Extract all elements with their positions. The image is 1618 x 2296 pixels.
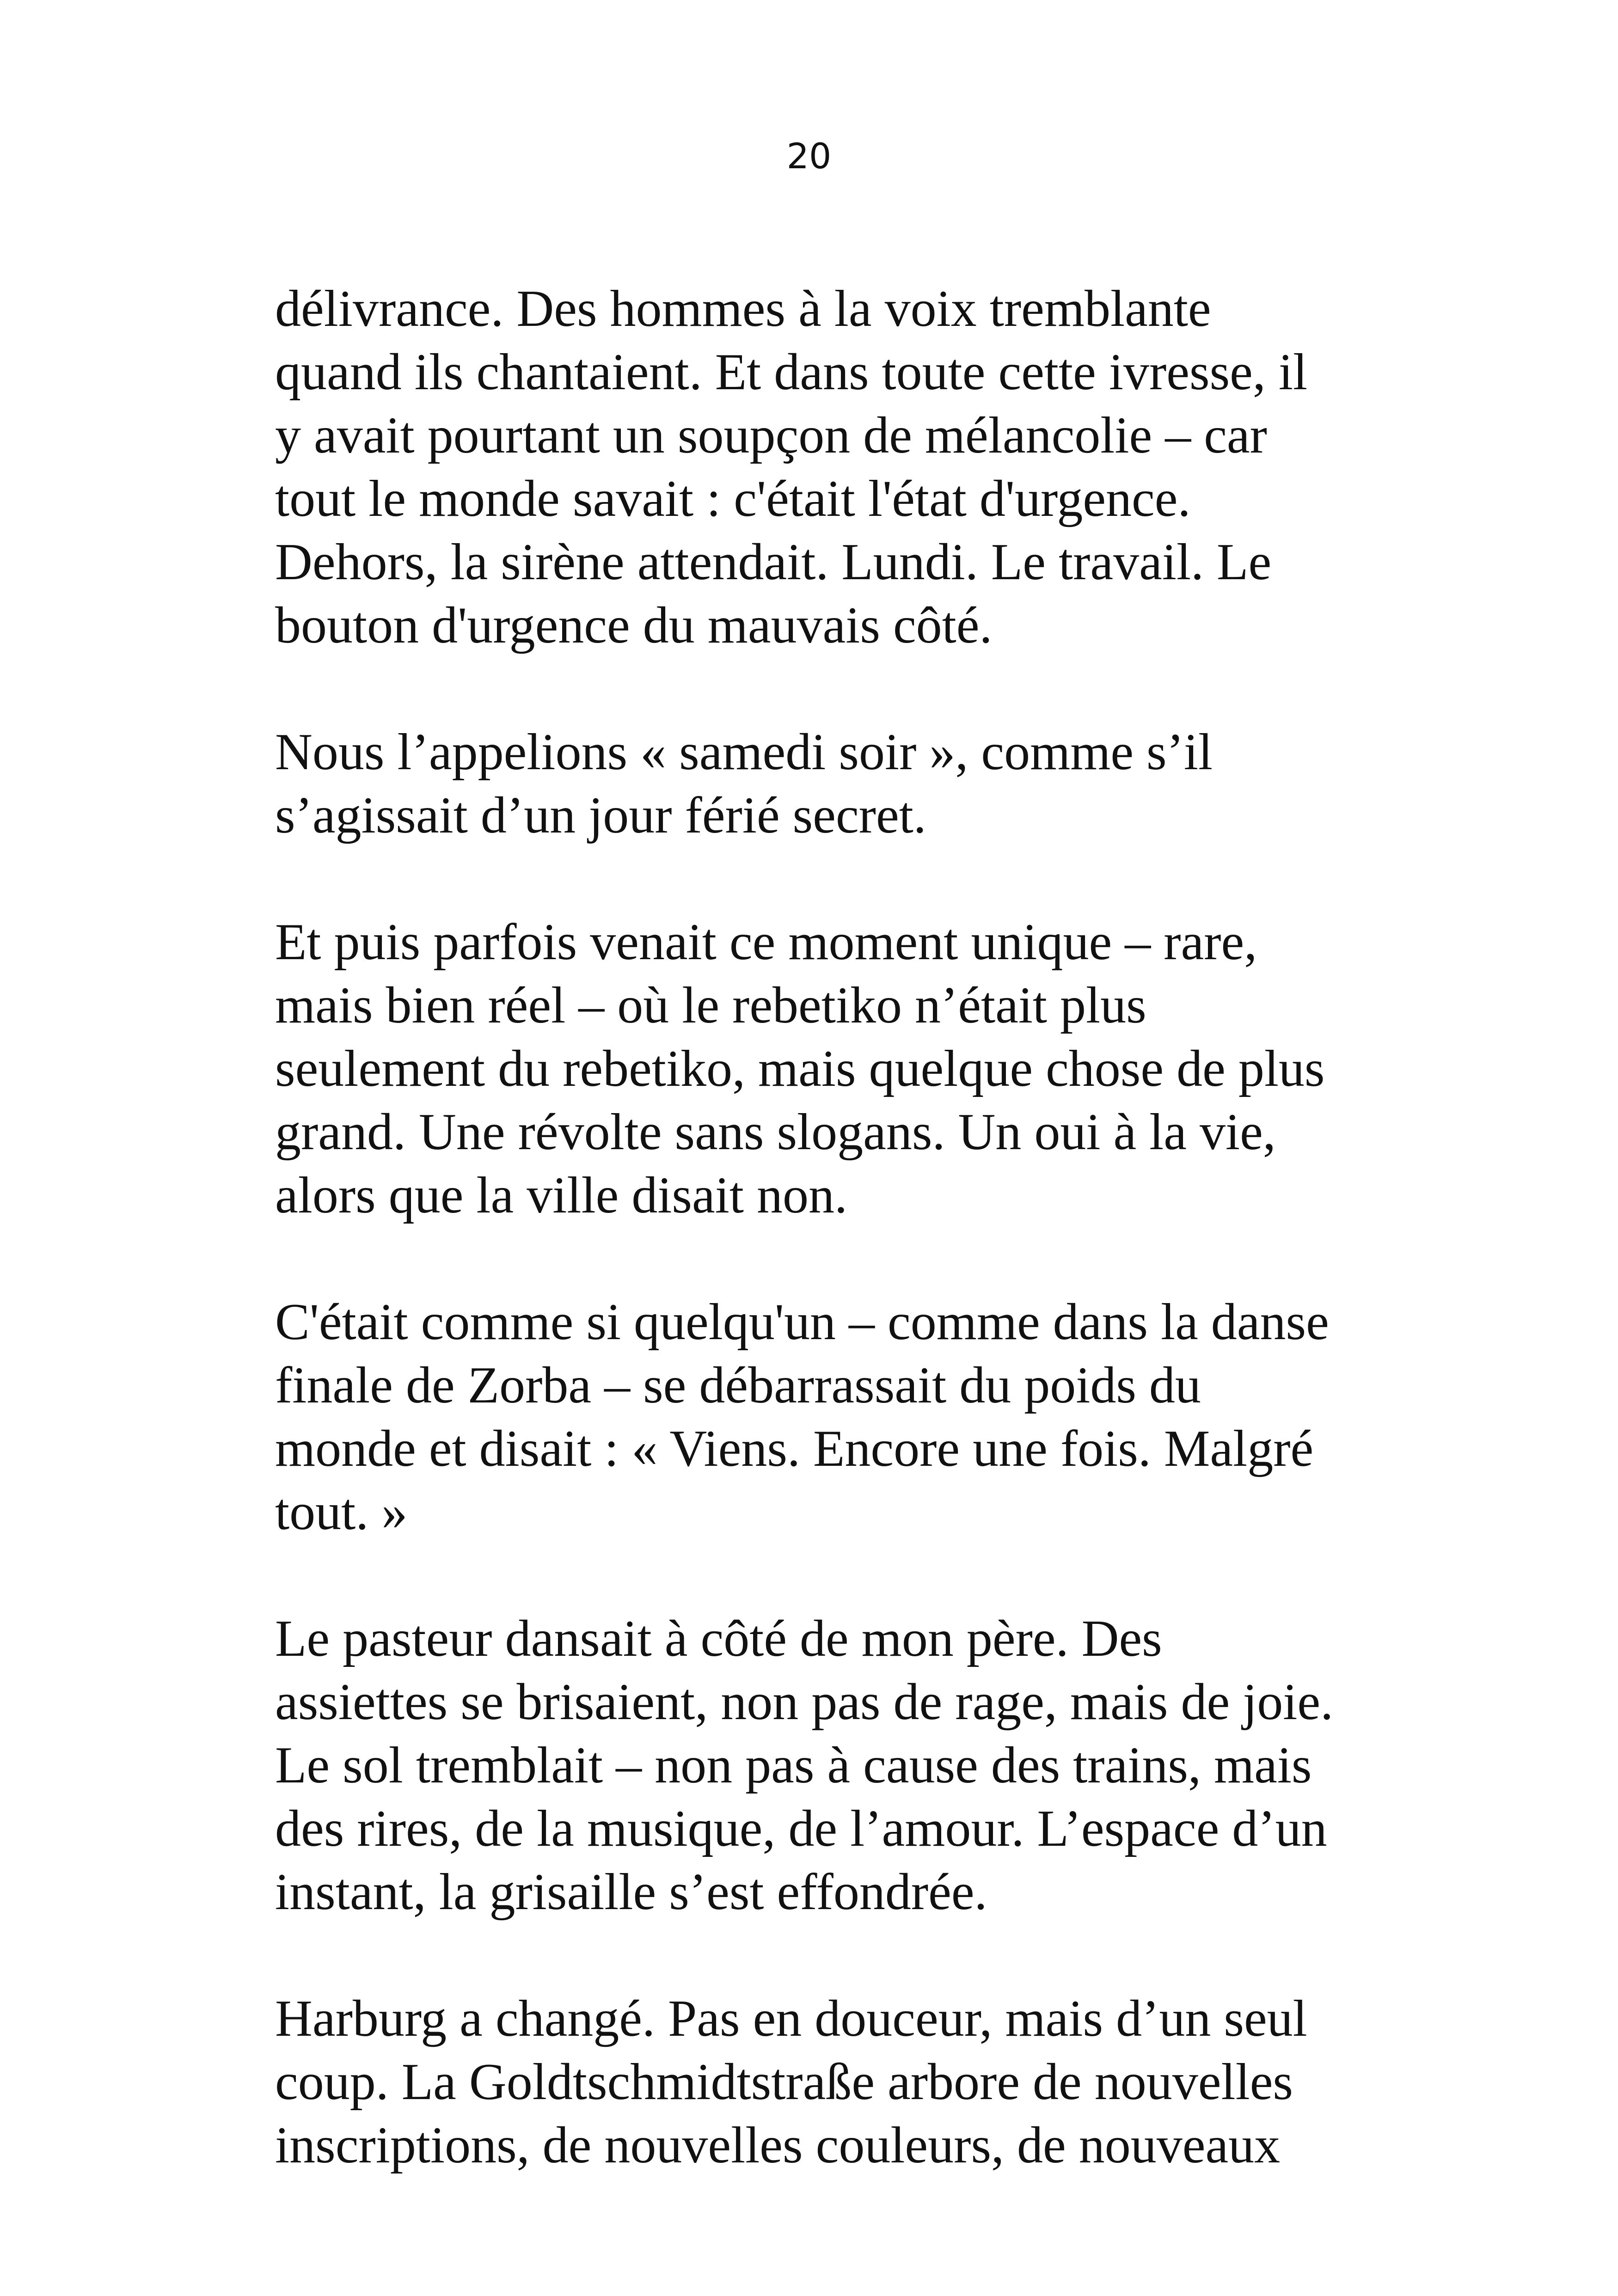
text-line: Nous l’appelions « samedi soir », comme s’il bbox=[275, 723, 1213, 781]
text-line: tout le monde savait : c'était l'état d'urgence. bbox=[275, 470, 1191, 527]
text-line: Harburg a changé. Pas en douceur, mais d’un seul bbox=[275, 1990, 1307, 2047]
paragraph bbox=[275, 277, 1375, 657]
text-line: s’agissait d’un jour férié secret. bbox=[275, 787, 926, 844]
text-line: y avait pourtant un soupçon de mélancolie – car bbox=[275, 407, 1267, 464]
paragraph bbox=[275, 721, 1375, 847]
text-line: tout. » bbox=[275, 1483, 408, 1541]
text-line: coup. La Goldtschmidtstraße arbore de nouvelles bbox=[275, 2053, 1293, 2111]
page-number: 20 bbox=[786, 135, 832, 177]
text-line: alors que la ville disait non. bbox=[275, 1167, 847, 1224]
text-line: seulement du rebetiko, mais quelque chose de plus bbox=[275, 1040, 1325, 1097]
text-line: quand ils chantaient. Et dans toute cette ivresse, il bbox=[275, 343, 1308, 401]
text-line: grand. Une révolte sans slogans. Un oui à la vie, bbox=[275, 1103, 1276, 1161]
paragraph bbox=[275, 1291, 1375, 1544]
paragraph bbox=[275, 911, 1375, 1227]
paragraph bbox=[275, 1987, 1375, 2177]
text-line: inscriptions, de nouvelles couleurs, de nouveaux bbox=[275, 2117, 1281, 2174]
text-line: monde et disait : « Viens. Encore une fois. Malgré bbox=[275, 1420, 1314, 1477]
text-line: Et puis parfois venait ce moment unique – rare, bbox=[275, 913, 1257, 971]
text-line: mais bien réel – où le rebetiko n’était plus bbox=[275, 977, 1146, 1034]
text-line: délivrance. Des hommes à la voix tremblante bbox=[275, 280, 1211, 337]
text-line: Le sol tremblait – non pas à cause des trains, mais bbox=[275, 1737, 1312, 1794]
paragraph bbox=[275, 1607, 1375, 1924]
text-line: C'était comme si quelqu'un – comme dans la danse bbox=[275, 1293, 1329, 1351]
text-line: finale de Zorba – se débarrassait du poids du bbox=[275, 1357, 1201, 1414]
text-line: des rires, de la musique, de l’amour. L’espace d’un bbox=[275, 1800, 1327, 1857]
text-body bbox=[275, 277, 1375, 2177]
text-line: Dehors, la sirène attendait. Lundi. Le travail. Le bbox=[275, 533, 1272, 591]
text-line: assiettes se brisaient, non pas de rage, mais de joie. bbox=[275, 1673, 1334, 1731]
text-line: Le pasteur dansait à côté de mon père. Des bbox=[275, 1610, 1162, 1667]
text-line: instant, la grisaille s’est effondrée. bbox=[275, 1863, 987, 1921]
text-line: bouton d'urgence du mauvais côté. bbox=[275, 597, 993, 654]
